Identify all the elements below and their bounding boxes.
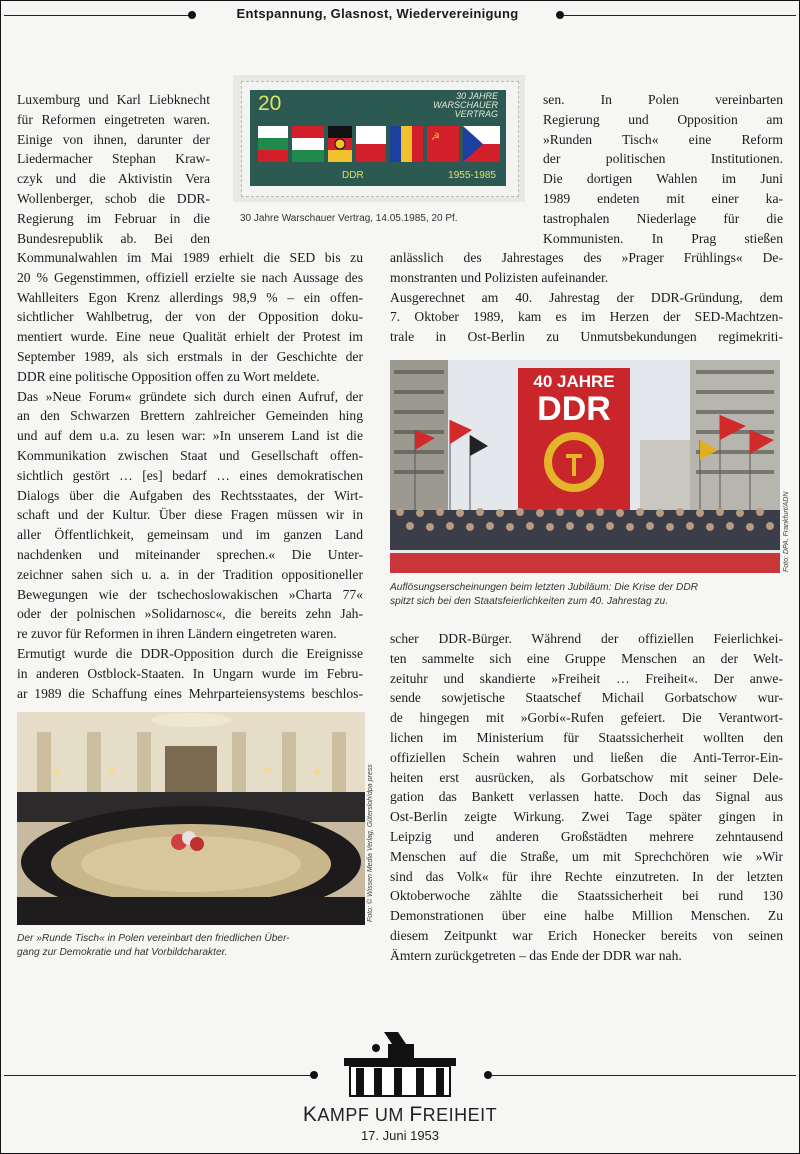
- right-column-top: [543, 90, 783, 248]
- stamp-title: [433, 92, 498, 119]
- footer-title-part: K: [302, 1103, 318, 1126]
- text-line: sen. In Polen vereinbarten: [543, 92, 783, 107]
- text-line: gation das Bankett verlassen hatte. Doch das Signal aus: [390, 789, 783, 805]
- ddr-anniversary-photo: [390, 360, 780, 573]
- text-line: Bundesrepublik ab. Bei den: [17, 230, 210, 246]
- text-line: sichtlich gestört … [es] bedarf … eines demokratischen: [17, 467, 363, 483]
- text-line: Wollenberger, schob die DDR-: [17, 190, 210, 206]
- stamp-value: 20: [258, 92, 282, 115]
- stamp-title-line: WARSCHAUER: [433, 100, 498, 110]
- text-line: Die dortigen Wahlen im Juni: [543, 171, 783, 187]
- caption-line: Auflösungserscheinungen beim letzten Jubiläum: Die Krise der DDR: [390, 582, 699, 593]
- text-line: September 1989, als sich erstmals in der Geschichte der: [17, 348, 363, 364]
- text-line: mentiert wurde. Eine neue Qualität erhielt der Protest im: [17, 329, 363, 345]
- stamp-caption: 30 Jahre Warschauer Vertrag, 14.05.1985, 20 Pf.: [240, 213, 458, 224]
- text-line: trale in Ost-Berlin zu Unmutsbekundungen regimekriti-: [390, 329, 783, 345]
- ddr-photo-caption: [390, 581, 785, 609]
- footer-title: [200, 1103, 600, 1127]
- header-title: Entspannung, Glasnost, Wiedervereinigung: [236, 6, 519, 21]
- text-line: an den Schwarzen Brettern zahlreicher Gemeinden hing: [17, 408, 363, 424]
- stamp-country: DDR: [342, 170, 364, 181]
- footer-rule-right: [490, 1075, 796, 1076]
- text-line: scher DDR-Bürger. Während der offiziellen Feierlichkei-: [390, 631, 783, 646]
- text-line: Demonstrationen über eine halbe Million Menschen. Zu: [390, 908, 783, 924]
- text-line: Einige von ihnen, darunter der: [17, 131, 210, 147]
- stamp-title-line: 30 JAHRE: [455, 91, 498, 101]
- text-line: 20 % Gegenstimmen, offiziell erzielte sie nach Aussage des: [17, 269, 363, 285]
- text-line: in anderen Ostblock-Staaten. In Ungarn wurde im Febru-: [17, 665, 363, 681]
- header-rule-left: [4, 15, 190, 16]
- footer-title-part: REIHEIT: [422, 1105, 498, 1125]
- text-line: sichtlicher Wahlbetrug, der von der Opposition doku-: [17, 309, 363, 325]
- stamp-face: [250, 90, 506, 186]
- text-line: der politischen Institutionen.: [543, 151, 783, 167]
- text-line: Kommunisten. In Prag stießen: [543, 230, 783, 246]
- text-line: »Runden Tisch« eine Reform: [543, 131, 783, 147]
- text-line: monstranten und Polizisten aufeinander.: [390, 269, 609, 285]
- stamp-perforation: [241, 81, 519, 197]
- text-line: Ermutigt wurde die DDR-Opposition durch die Ereignisse: [17, 645, 363, 661]
- caption-line: gang zur Demokratie und hat Vorbildcharakter.: [17, 947, 228, 958]
- caption-line: spitzt sich bei den Staatsfeierlichkeiten zum 40. Jahrestag zu.: [390, 596, 669, 607]
- banner-ddr: DDR: [537, 390, 611, 428]
- ddr-photo-credit: Foto: DPA, Frankfurt/ADN: [783, 491, 790, 572]
- caption-line: Der »Runde Tisch« in Polen vereinbart den friedlichen Über-: [17, 933, 290, 944]
- text-line: Ost-Berlin zeigte Wirkung. Zwei Tage später gingen in: [390, 809, 783, 825]
- text-line: oder der polnischen »Solidarnosc«, die bereits zehn Jah-: [17, 606, 363, 622]
- text-line: 7. Oktober 1989, kam es im Herzen der SED-Machtzen-: [390, 309, 783, 325]
- text-line: lichen im Ministerium für Staatssicherheit wollten den: [390, 729, 783, 745]
- text-line: Liedermacher Stephan Kraw-: [17, 151, 210, 167]
- text-line: heiten erst ausrücken, als Gorbatschow mit seiner Dele-: [390, 769, 783, 785]
- text-line: aller Öffentlichkeit, gemeinsam und im ganzen Land: [17, 527, 363, 543]
- text-line: schaft und der Kultur. Über diese Fragen müssen wir in: [17, 507, 363, 523]
- text-line: und auf dem u.a. zu lesen war: »In unserem Land ist die: [17, 428, 363, 444]
- text-line: Ämtern zurückgetreten – das Ende der DDR war nah.: [390, 947, 682, 963]
- text-line: Kommunalwahlen im Mai 1989 erhielt die SED bis zu: [17, 250, 363, 265]
- banner-40-jahre: 40 JAHRE: [533, 372, 615, 391]
- footer-title-part: AMPF UM: [317, 1105, 410, 1125]
- text-line: ten sammelte sich eine Gruppe Menschen an der Welt-: [390, 650, 783, 666]
- stamp-title-line: VERTRAG: [454, 109, 498, 119]
- text-line: Menschen auf die Straße, um mit Sprechchören wie »Wir: [390, 848, 783, 864]
- text-line: Wahlleiters Egon Krenz allerdings 98,9 % – ein offen-: [17, 289, 363, 305]
- text-line: de hingegen mit »Gorbi«-Rufen gefeiert. Die Verantwort-: [390, 710, 783, 726]
- text-line: re zuvor für Reformen in ihren Ländern eingetreten waren.: [17, 626, 337, 642]
- text-line: Ausgerechnet am 40. Jahrestag der DDR-Gründung, dem: [390, 289, 783, 305]
- text-line: zeituhr und skandierte »Freiheit … Freiheit«. Der anwe-: [390, 670, 783, 686]
- text-line: für Reformen eingetreten waren.: [17, 111, 210, 127]
- text-line: diesem Zeitpunkt war Erich Honecker bereits von seinen: [390, 927, 783, 943]
- round-table-caption: [17, 932, 367, 960]
- footer-rule-left: [4, 1075, 312, 1076]
- text-line: sind das Volk« für ihre Rechte einzutreten. In der letzten: [390, 868, 783, 884]
- text-line: Luxemburg und Karl Liebknecht: [17, 92, 210, 107]
- text-line: Leipzig und anderen Großstädten mehrere zehntausend: [390, 828, 783, 844]
- text-line: 1989 endeten mit einer ka-: [543, 190, 783, 206]
- text-line: tastrophalen Niederlage für die: [543, 210, 783, 226]
- text-line: sende sowjetische Staatschef Michail Gorbatschow wur-: [390, 690, 783, 706]
- left-column-top: [17, 90, 210, 248]
- text-line: Dialogs über die Aufgaben des Rechtsstaates, der Wirt-: [17, 487, 363, 503]
- text-line: Kommunikation zwischen Staat und Gesellschaft offen-: [17, 447, 363, 463]
- round-table-photo-credit: Foto: © Wissen Media Verlag, Gütersloh/dpa press: [367, 764, 374, 922]
- text-line: offiziellen Schein wahren und ließen die Anti-Terror-Ein-: [390, 749, 783, 765]
- svg-text:☭: ☭: [431, 132, 440, 143]
- header-dot-left: [188, 11, 196, 19]
- footer-date: 17. Juni 1953: [360, 1128, 440, 1143]
- footer-dot-left: [310, 1071, 318, 1079]
- text-line: DDR eine politische Opposition offen zu Wort meldete.: [17, 368, 320, 384]
- brandenburg-gate-logo: [336, 1030, 464, 1100]
- text-line: Oktoberwoche zählte die Staatssicherheit bei rund 130: [390, 888, 783, 904]
- stamp-flag-word: [258, 126, 500, 162]
- right-column-bottom: [390, 629, 783, 966]
- round-table-photo: [17, 712, 365, 925]
- stamp-image: [233, 75, 525, 202]
- text-line: Regierung und Opposition am: [543, 111, 783, 127]
- text-line: Regierung im Februar in die: [17, 210, 210, 226]
- round-table-drawing: [17, 712, 365, 925]
- text-line: ar 1989 die Schaffung eines Mehrparteiensystems beschlos-: [17, 685, 363, 701]
- header-rule-right: [562, 15, 796, 16]
- left-column-body: [17, 248, 363, 703]
- right-column-middle: [390, 248, 783, 347]
- text-line: Bewegungen wie der tschechoslowakischen »Charta 77«: [17, 586, 363, 602]
- footer-title-part: F: [409, 1103, 423, 1126]
- text-line: nachdenken und miteinander sprechen.« Die Unter-: [17, 546, 363, 562]
- text-line: czyk und die Aktivistin Vera: [17, 171, 210, 187]
- text-line: zeichner sahen sich u. a. in der Tradition oppositioneller: [17, 566, 363, 582]
- text-line: Das »Neue Forum« gründete sich durch einen Aufruf, der: [17, 388, 363, 404]
- text-line: anlässlich des Jahrestages des »Prager Frühlings« De-: [390, 250, 783, 265]
- stamp-years: 1955-1985: [448, 170, 496, 181]
